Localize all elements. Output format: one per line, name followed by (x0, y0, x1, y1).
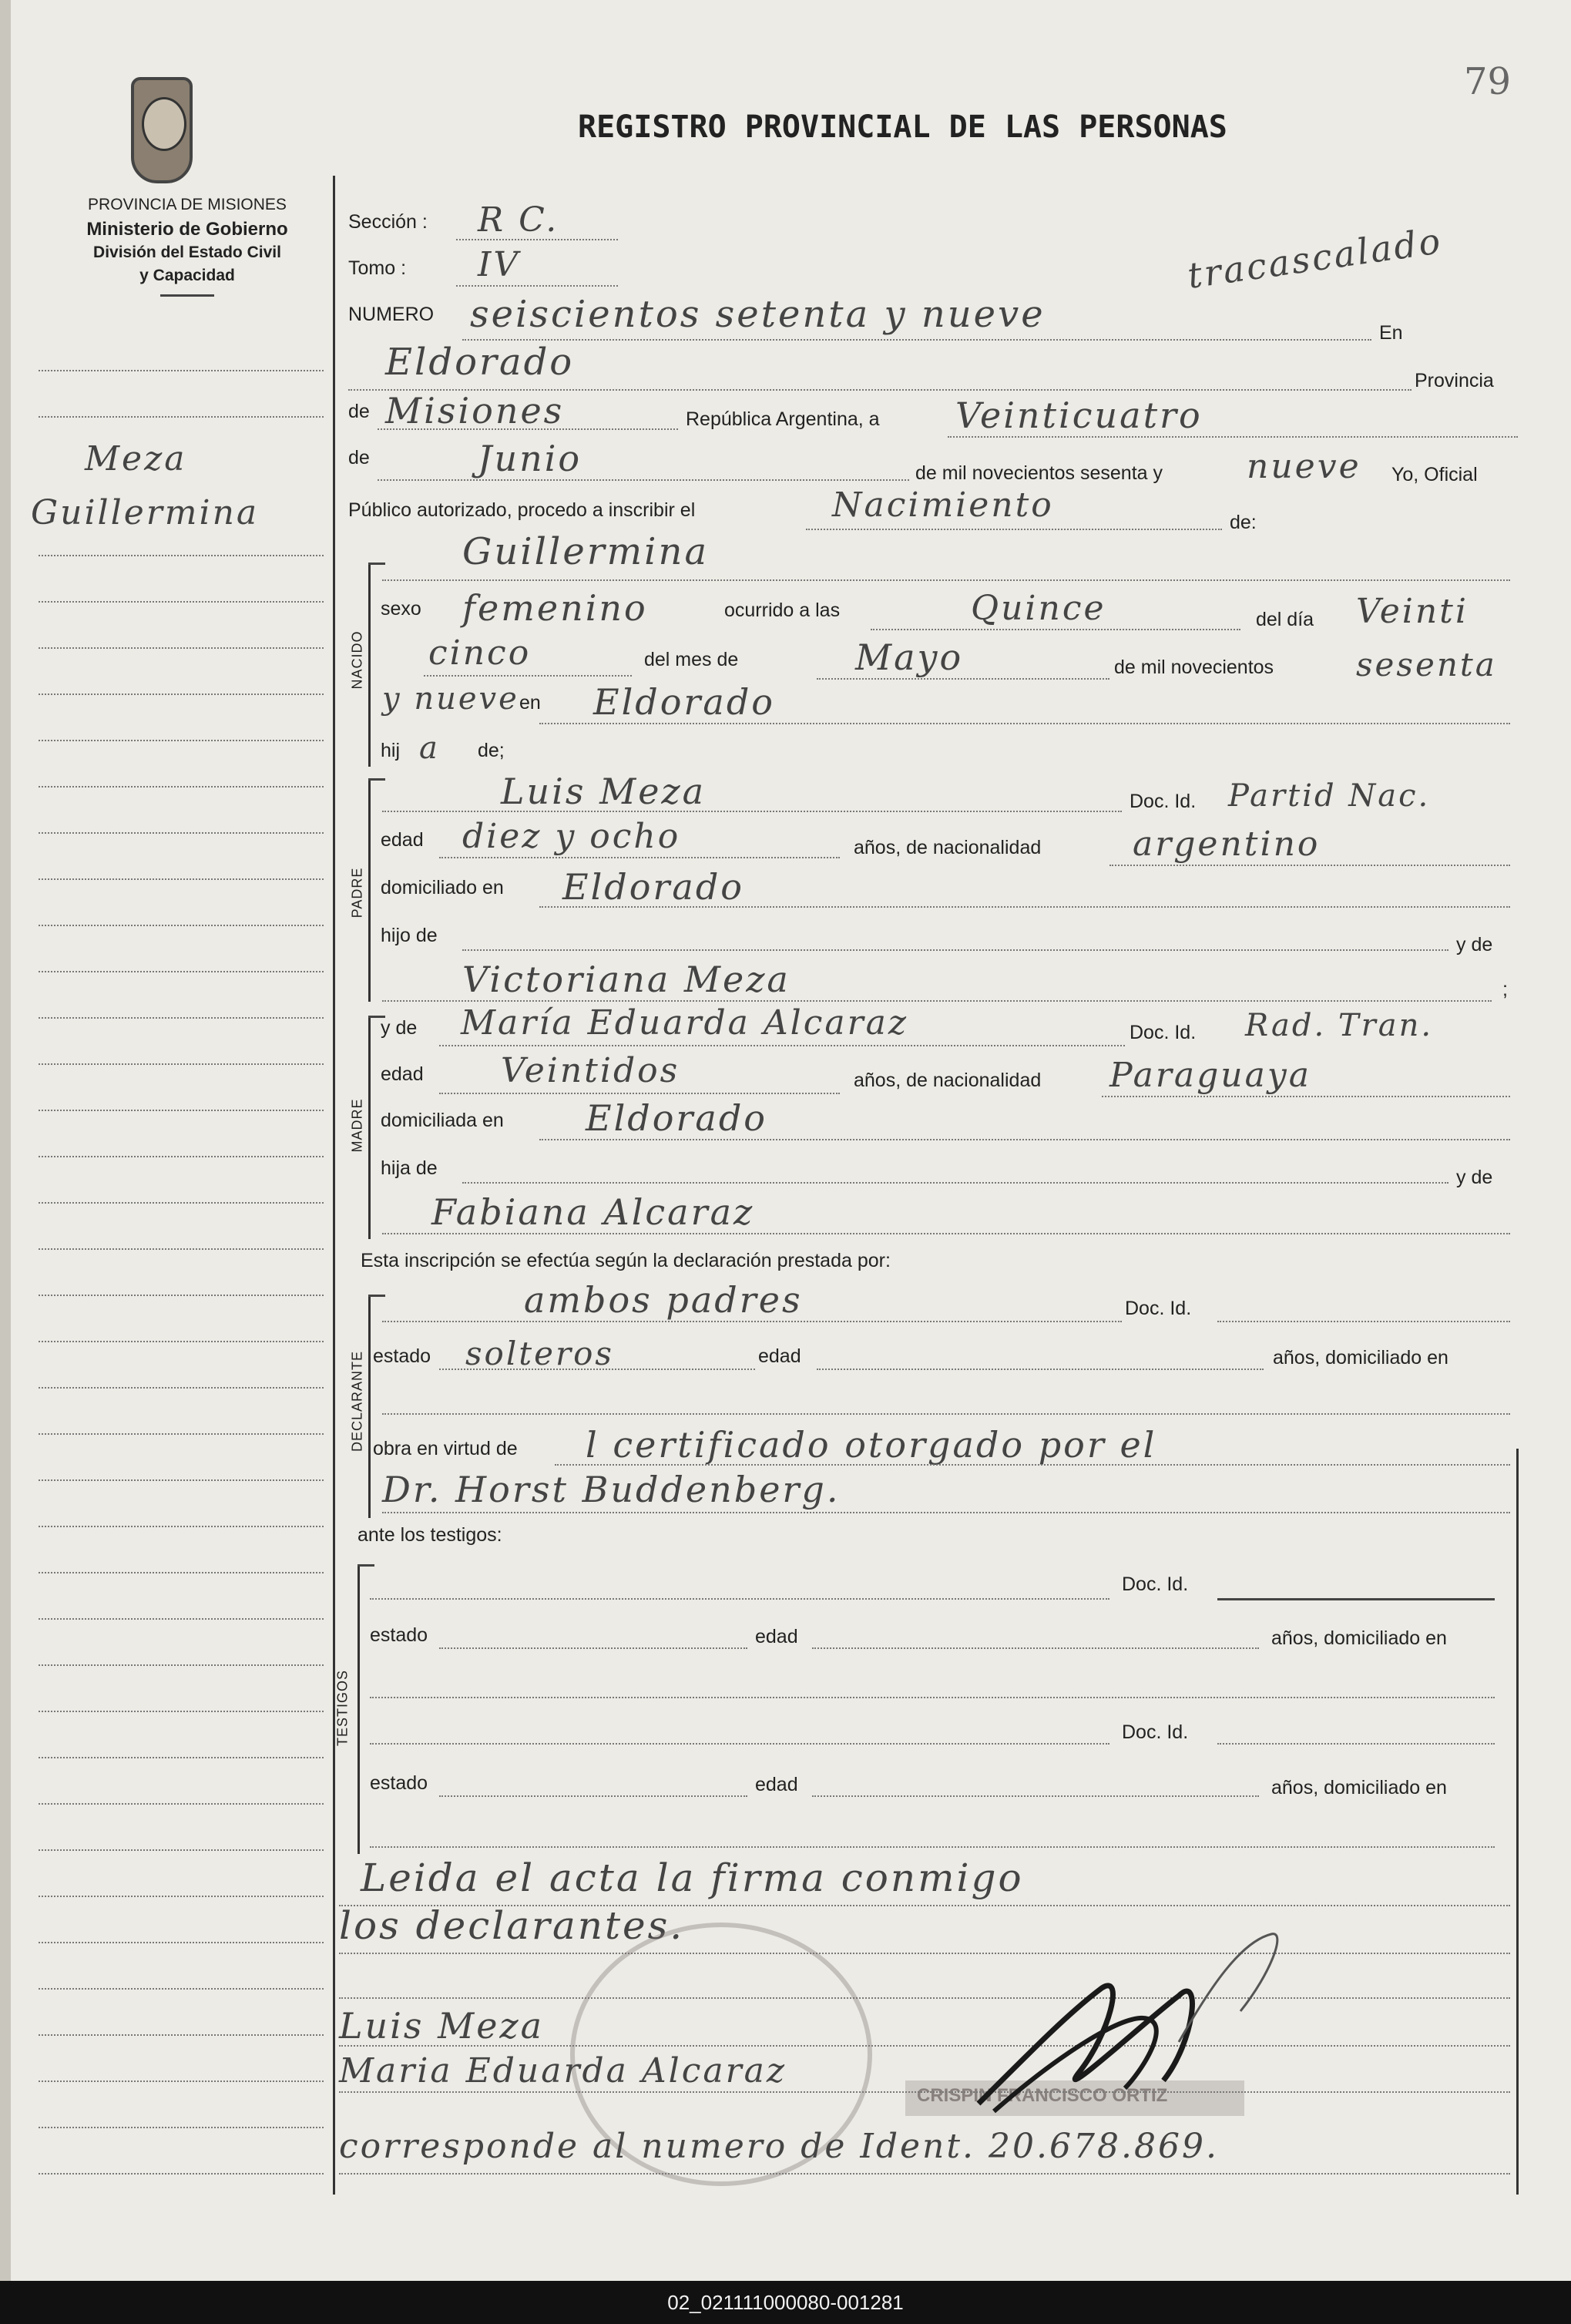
obra-value-1: l certificado otorgado por el (586, 1424, 1157, 1466)
madre-domicilio-label: domiciliada en (381, 1110, 504, 1131)
nacido-bracket (368, 563, 371, 767)
tomo-value: IV (478, 245, 521, 284)
sexo-label: sexo (381, 598, 421, 620)
del-dia-label: del día (1256, 609, 1314, 630)
provincia-label: Provincia (1415, 370, 1494, 391)
ministry-label: Ministerio de Gobierno (86, 219, 288, 240)
numero-label: NUMERO (348, 304, 435, 325)
madre-bracket (368, 1016, 371, 1239)
en-label: En (1379, 322, 1403, 344)
footer-id: 02_021111000080-001281 (667, 2291, 904, 2314)
signature-padre: Luis Meza (339, 2005, 545, 2047)
declarante-section-label: DECLARANTE (349, 1350, 365, 1452)
nacido-section-label: NACIDO (349, 630, 365, 690)
testigo-2-doc-label: Doc. Id. (1122, 1721, 1189, 1743)
madre-nacionalidad-value: Paraguaya (1109, 1056, 1311, 1095)
numero-value: seiscientos setenta y nueve (470, 293, 1046, 336)
anio-nacimiento-1: sesenta (1356, 646, 1497, 683)
margin-given-name: Guillermina (31, 493, 260, 532)
madre-y-de-label: y de (381, 1017, 418, 1039)
padre-doc-value: Partid Nac. (1228, 778, 1431, 814)
en-lugar-label: en (519, 692, 541, 714)
testigo-2-domiciliado-label: años, domiciliado en (1271, 1777, 1447, 1798)
declarante-doc-label: Doc. Id. (1125, 1298, 1192, 1319)
padre-edad-label: edad (381, 829, 424, 851)
testigos-bracket (358, 1564, 360, 1854)
madre-section-label: MADRE (349, 1098, 365, 1153)
testigos-label: ante los testigos: (358, 1524, 502, 1546)
officer-signature (948, 1926, 1302, 2134)
anio-value: nueve (1247, 447, 1361, 486)
division-label-2: y Capacidad (139, 267, 235, 284)
provincial-crest-logo (131, 77, 193, 183)
oficial-label: Yo, Oficial (1391, 464, 1478, 485)
abuela-materna-value: Fabiana Alcaraz (431, 1191, 755, 1233)
declarante-domiciliado-label: años, domiciliado en (1273, 1347, 1448, 1369)
closing-line-1: Leida el acta la firma conmigo (361, 1856, 1024, 1900)
document-title: REGISTRO PROVINCIAL DE LAS PERSONAS (578, 109, 1227, 145)
testigo-1-estado-label: estado (370, 1624, 428, 1646)
padre-domicilio-value: Eldorado (562, 866, 744, 908)
de-colon-label: de: (1230, 512, 1257, 533)
declarante-estado-value: solteros (465, 1335, 614, 1372)
padre-y-de-label: y de (1456, 934, 1493, 955)
dia-value-2: cinco (428, 633, 532, 673)
nacido-nombre: Guillermina (462, 530, 710, 573)
padre-section-label: PADRE (349, 867, 365, 919)
testigo-2-edad-label: edad (755, 1774, 798, 1795)
localidad-value: Eldorado (385, 341, 575, 384)
page-number: 79 (1464, 60, 1512, 103)
seccion-label: Sección : (348, 211, 428, 233)
closing-note: corresponde al numero de Ident. 20.678.869. (339, 2127, 1219, 2166)
acto-value: Nacimiento (832, 485, 1054, 525)
padre-semicolon: ; (1502, 979, 1508, 1000)
publico-label: Público autorizado, procedo a inscribir el (348, 499, 696, 521)
testigos-section-label: TESTIGOS (334, 1670, 351, 1747)
signature-madre: Maria Eduarda Alcaraz (339, 2051, 787, 2091)
mes-nacimiento-value: Mayo (855, 636, 964, 678)
top-annotation: tracascalado (1184, 220, 1445, 297)
madre-nombre: María Eduarda Alcaraz (461, 1003, 909, 1043)
obra-label: obra en virtud de (373, 1438, 518, 1459)
testigo-1-doc-label: Doc. Id. (1122, 1573, 1189, 1595)
mes-value: Junio (478, 438, 582, 479)
padre-domicilio-label: domiciliado en (381, 877, 504, 898)
testigo-1-doc-line (1217, 1598, 1495, 1600)
hora-value: Quince (971, 589, 1106, 628)
declarante-estado-label: estado (373, 1345, 431, 1367)
header-rule (160, 294, 214, 297)
madre-y-de-label-2: y de (1456, 1167, 1493, 1188)
declarante-edad-label: edad (758, 1345, 801, 1367)
dia-value: Veinticuatro (955, 395, 1203, 436)
anio-nacimiento-2: y nueve (382, 681, 519, 717)
madre-nacionalidad-label: años, de nacionalidad (854, 1070, 1042, 1091)
hij-suffix: a (419, 730, 440, 766)
del-mes-label: del mes de (644, 649, 739, 670)
padre-nombre: Luis Meza (501, 771, 707, 812)
padre-doc-label: Doc. Id. (1130, 791, 1197, 812)
seccion-value: R C. (478, 200, 559, 240)
madre-edad-value: Veintidos (501, 1051, 680, 1090)
madre-edad-label: edad (381, 1063, 424, 1085)
madre-domicilio-value: Eldorado (586, 1097, 767, 1139)
provincia-value: Misiones (385, 390, 565, 432)
madre-doc-value: Rad. Tran. (1245, 1008, 1434, 1043)
testigo-1-edad-label: edad (755, 1626, 798, 1647)
mil-novecientos-label: de mil novecientos (1114, 657, 1274, 678)
de-label-2: de (348, 447, 370, 468)
padre-edad-value: diez y ocho (462, 817, 681, 856)
closing-line-2: los declarantes. (339, 1903, 685, 1948)
declarante-nombre: ambos padres (524, 1279, 803, 1321)
right-frame-line (1516, 1449, 1519, 2195)
sexo-value: femenino (462, 587, 648, 629)
margin-surname: Meza (85, 439, 187, 479)
province-label: PROVINCIA DE MISIONES (88, 196, 287, 213)
madre-doc-label: Doc. Id. (1130, 1022, 1197, 1043)
testigo-2-estado-label: estado (370, 1772, 428, 1794)
anio-label: de mil novecientos sesenta y (915, 462, 1163, 484)
dia-value-1: Veinti (1356, 592, 1469, 631)
tomo-label: Tomo : (348, 257, 407, 279)
officer-stamp-text: CRISPIN FRANCISCO ORTIZ (917, 2085, 1168, 2106)
hij-label: hij (381, 740, 401, 761)
ocurrido-label: ocurrido a las (724, 599, 841, 621)
declaracion-label: Esta inscripción se efectúa según la declaración prestada por: (361, 1250, 891, 1271)
division-label: División del Estado Civil (93, 243, 281, 261)
abuela-paterna-value: Victoriana Meza (462, 959, 791, 1000)
padre-hijo-de-label: hijo de (381, 925, 438, 946)
padre-bracket (368, 778, 371, 1002)
lugar-nacimiento-value: Eldorado (593, 681, 775, 723)
republica-label: República Argentina, a (686, 408, 880, 430)
padre-nacionalidad-label: años, de nacionalidad (854, 837, 1042, 858)
obra-value-2: Dr. Horst Buddenberg. (382, 1469, 841, 1510)
binding-edge (0, 0, 11, 2281)
declarante-bracket (368, 1295, 371, 1518)
madre-hija-de-label: hija de (381, 1157, 438, 1179)
testigo-1-domiciliado-label: años, domiciliado en (1271, 1627, 1447, 1649)
padre-nacionalidad-value: argentino (1133, 824, 1321, 864)
left-frame-line (333, 176, 335, 2195)
de-label: de (348, 401, 370, 422)
hij-de-label: de; (478, 740, 505, 761)
